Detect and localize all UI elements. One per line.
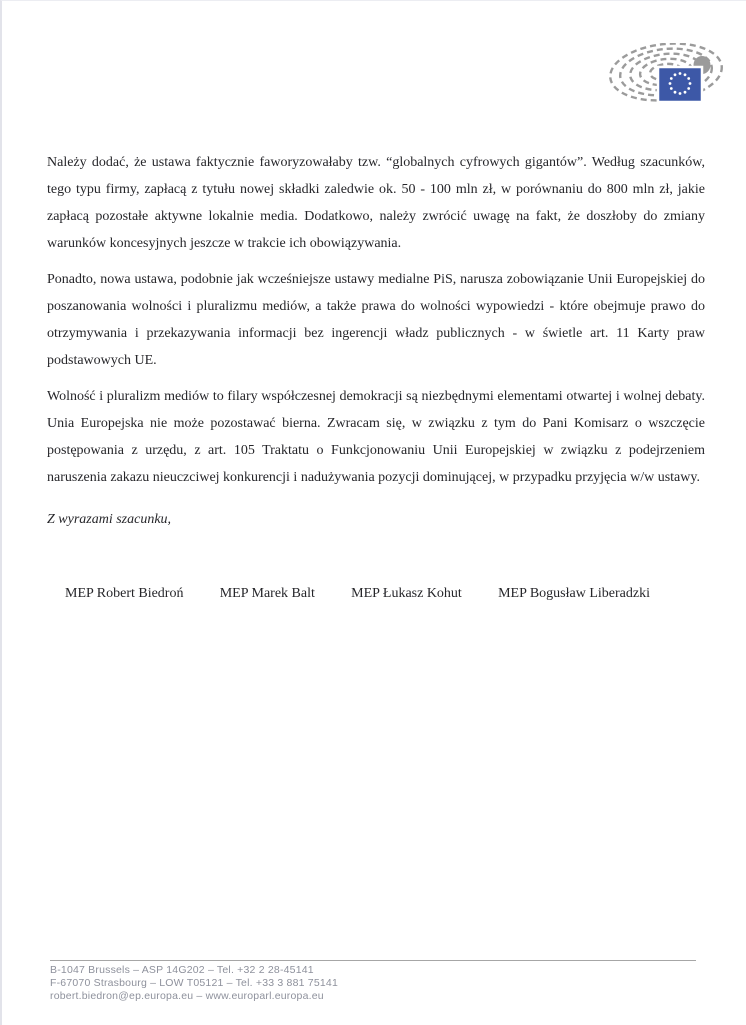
letter-paragraph-1: Należy dodać, że ustawa faktycznie faworyzowałaby tzw. “globalnych cyfrowych gigantów”. Według szacunków, tego typu firmy, zapłacą z tytułu nowej składki zaledwie ok. 50 - 100 mln zł, w porównaniu do 800 mln zł, jakie zapłacą pozostałe aktywne lokalnie media. Dodatkowo, należy zwrócić uwagę na fakt, że doszłoby do zmiany warunków koncesyjnych jeszcze w trakcie ich obowiązywania. <box>47 155 705 251</box>
eu-flag-icon <box>658 67 702 102</box>
signature-mep-robert-biedron: MEP Robert Biedroń <box>65 586 184 601</box>
footer-address-brussels: B-1047 Brussels – ASP 14G202 – Tel. +32 2 28-45141 <box>50 964 314 976</box>
european-parliament-logo-svg <box>606 43 736 106</box>
footer <box>50 960 696 1003</box>
signature-mep-marek-balt: MEP Marek Balt <box>219 586 315 601</box>
letter-closing: Z wyrazami szacunku, <box>47 512 172 527</box>
letter-paragraph-3: Wolność i pluralizm mediów to filary współczesnej demokracji są niezbędnymi elementami otwartej i wolnej debaty. Unia Europejska nie może pozostawać bierna. Zwracam się, w związku z tym do Pani Komisarz o wszczęcie postępowania z urzędu, z art. 105 Traktatu o Funkcjonowaniu Unii Europejskiej w związku z podejrzeniem naruszenia zakazu nieuczciwej konkurencji i nadużywania pozycji dominującej, w przypadku przyjęcia w/w ustawy. <box>47 389 705 485</box>
footer-address-strasbourg: F-67070 Strasbourg – LOW T05121 – Tel. +33 3 881 75141 <box>50 977 338 989</box>
footer-contact-links: robert.biedron@ep.europa.eu – www.europarl.europa.eu <box>50 990 324 1002</box>
european-parliament-logo <box>606 43 736 106</box>
signature-row <box>65 585 650 603</box>
signature-mep-lukasz-kohut: MEP Łukasz Kohut <box>351 586 462 601</box>
signature-mep-boguslaw-liberadzki: MEP Bogusław Liberadzki <box>498 586 650 601</box>
letter-body <box>47 149 705 603</box>
letter-paragraph-2: Ponadto, nowa ustawa, podobnie jak wcześniejsze ustawy medialne PiS, narusza zobowiązanie Unii Europejskiej do poszanowania wolności i pluralizmu mediów, a także prawa do wolności wypowiedzi - które obejmuje prawo do otrzymywania i przekazywania informacji bez ingerencji władz publicznych - w świetle art. 11 Karty praw podstawowych UE. <box>47 272 705 368</box>
